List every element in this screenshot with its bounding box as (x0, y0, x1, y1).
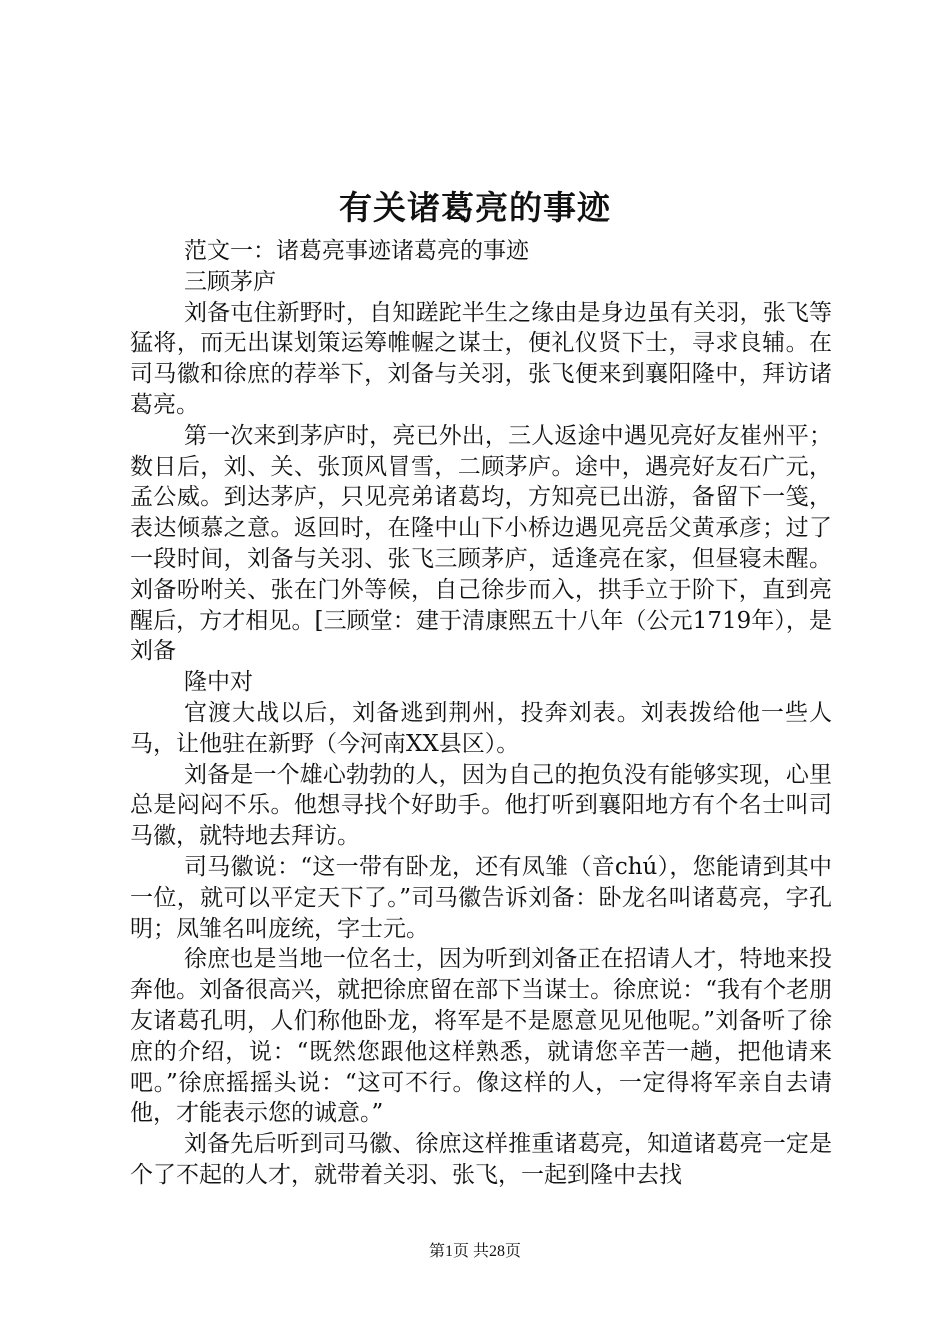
paragraph: 官渡大战以后，刘备逃到荆州，投奔刘表。刘表拨给他一些人马，让他驻在新野（今河南XX县区）。 (130, 699, 832, 757)
paragraph: 第一次来到茅庐时，亮已外出，三人返途中遇见亮好友崔州平；数日后，刘、关、张顶风冒雪，二顾茅庐。途中，遇亮好友石广元，孟公威。到达茅庐，只见亮弟诸葛均，方知亮已出游，备留下一笺，表达倾慕之意。返回时，在隆中山下小桥边遇见亮岳父黄承彦；过了一段时间，刘备与关羽、张飞三顾茅庐，适逢亮在家，但昼寝未醒。刘备吩咐关、张在门外等候，自己徐步而入，拱手立于阶下，直到亮醒后，方才相见。[三顾堂：建于清康熙五十八年（公元1719年），是刘备 (130, 422, 832, 665)
document-title: 有关诸葛亮的事迹 (339, 188, 611, 227)
paragraph: 刘备先后听到司马徽、徐庶这样推重诸葛亮，知道诸葛亮一定是个了不起的人才，就带着关羽、张飞，一起到隆中去找 (130, 1131, 832, 1188)
paragraph: 徐庶也是当地一位名士，因为听到刘备正在招请人才，特地来投奔他。刘备很高兴，就把徐庶留在部下当谋士。徐庶说：“我有个老朋友诸葛孔明，人们称他卧龙，将军是不是愿意见见他呢。”刘备听了徐庶的介绍，说：“既然您跟他这样熟悉，就请您辛苦一趟，把他请来吧。”徐庶摇摇头说：“这可不行。像这样的人，一定得将军亲自去请他，才能表示您的诚意。” (130, 946, 832, 1127)
document-body (130, 236, 832, 1191)
section-heading-san-gu-mao-lu: 三顾茅庐 (184, 268, 276, 295)
page-number-footer: 第1页 共28页 (428, 1243, 521, 1260)
paragraph-intro: 范文一：诸葛亮事迹诸葛亮的事迹 (184, 238, 529, 264)
paragraph: 刘备是一个雄心勃勃的人，因为自己的抱负没有能够实现，心里总是闷闷不乐。他想寻找个好助手。他打听到襄阳地方有个名士叫司马徽，就特地去拜访。 (130, 761, 832, 850)
paragraph: 司马徽说：“这一带有卧龙，还有凤雏（音chú），您能请到其中一位，就可以平定天下了。”司马徽告诉刘备：卧龙名叫诸葛亮，字孔明；凤雏名叫庞统，字士元。 (130, 853, 832, 942)
section-heading-long-zhong-dui: 隆中对 (184, 669, 253, 696)
paragraph: 刘备屯住新野时，自知蹉跎半生之缘由是身边虽有关羽，张飞等猛将，而无出谋划策运筹帷幄之谋士，便礼仪贤下士，寻求良辅。在司马徽和徐庶的荐举下，刘备与关羽，张飞便来到襄阳隆中，拜访诸葛亮。 (130, 299, 832, 418)
